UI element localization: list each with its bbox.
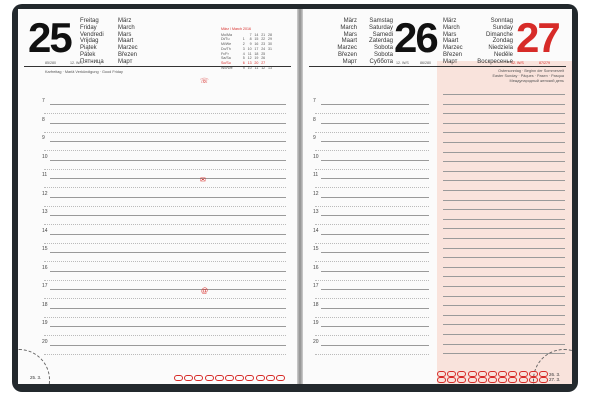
hour-label: 13 bbox=[42, 209, 48, 215]
week-number-26: 12. W/S bbox=[396, 61, 409, 65]
hour-line[interactable] bbox=[50, 215, 286, 216]
calendar-day: 26 bbox=[261, 56, 266, 61]
hour-label: 11 bbox=[42, 172, 48, 178]
day-name: Zondag bbox=[492, 38, 513, 45]
day-name: Пятница bbox=[80, 58, 104, 65]
checkbox-circle[interactable] bbox=[478, 377, 487, 383]
checkbox-circle[interactable] bbox=[529, 377, 538, 383]
half-hour-line[interactable] bbox=[44, 335, 286, 336]
checkbox-circle[interactable] bbox=[194, 375, 203, 381]
sunday-line[interactable] bbox=[443, 190, 565, 191]
page-footer-dates bbox=[549, 372, 560, 382]
hour-label: 20 bbox=[42, 338, 48, 345]
calendar-day: 17 bbox=[254, 46, 259, 51]
checkbox-circle[interactable] bbox=[205, 375, 214, 381]
hour-label: 19 bbox=[42, 320, 48, 326]
hour-label: 10 bbox=[42, 153, 48, 160]
month-name: Март bbox=[342, 58, 357, 65]
calendar-weekday: Do/Th bbox=[221, 46, 231, 51]
hour-label: 10 bbox=[313, 153, 319, 160]
calendar-day: 28 bbox=[267, 32, 272, 37]
sunday-line[interactable] bbox=[443, 286, 565, 287]
calendar-day: 29 bbox=[267, 37, 272, 42]
day-name: Dimanche bbox=[485, 31, 513, 38]
hour-label: 11 bbox=[313, 172, 319, 178]
hour-line[interactable] bbox=[50, 289, 286, 290]
header-divider bbox=[309, 66, 566, 67]
calendar-day: 10 bbox=[247, 46, 252, 51]
mini-calendar-title: März / March 2016 bbox=[221, 27, 251, 31]
calendar-day: 13 bbox=[247, 60, 252, 65]
hour-label: 15 bbox=[42, 246, 48, 252]
calendar-day: 11 bbox=[247, 51, 252, 56]
calendar-day: 14 bbox=[254, 32, 259, 37]
day-name: Samstag bbox=[369, 18, 393, 24]
hour-label: 9 bbox=[313, 135, 316, 141]
month-name: Březen bbox=[337, 51, 357, 58]
calendar-day: 10 bbox=[247, 65, 252, 70]
half-hour-line[interactable] bbox=[315, 169, 429, 170]
month-name: März bbox=[443, 18, 457, 24]
sunday-line[interactable] bbox=[443, 152, 565, 153]
hour-label: 9 bbox=[42, 135, 45, 141]
calendar-day: 19 bbox=[254, 56, 259, 61]
half-hour-line[interactable] bbox=[44, 169, 286, 170]
checkbox-circle[interactable] bbox=[276, 375, 285, 381]
hour-line[interactable] bbox=[50, 160, 286, 161]
hour-line[interactable] bbox=[50, 104, 286, 105]
half-hour-line[interactable] bbox=[44, 243, 286, 244]
checkbox-circle[interactable] bbox=[519, 377, 528, 383]
month-name: Mars bbox=[118, 31, 132, 38]
hour-label: 15 bbox=[313, 246, 319, 252]
month-name: Březen bbox=[443, 51, 463, 58]
mail-icon: ✉ bbox=[200, 177, 206, 184]
sunday-line[interactable] bbox=[443, 344, 565, 345]
calendar-day: 4 bbox=[242, 51, 245, 56]
calendar-day: 9 bbox=[249, 42, 252, 47]
hour-label: 18 bbox=[313, 301, 319, 308]
sunday-line[interactable] bbox=[443, 276, 565, 277]
right-page bbox=[303, 9, 572, 384]
day-name: Sobota bbox=[373, 51, 393, 58]
calendar-day: 9 bbox=[242, 65, 245, 70]
hour-line[interactable] bbox=[50, 123, 286, 124]
calendar-day: 16 bbox=[254, 42, 259, 47]
sunday-line[interactable] bbox=[443, 267, 565, 268]
calendar-weekday: So/Su bbox=[221, 60, 231, 65]
day-of-year: 85/280 bbox=[45, 61, 56, 65]
hour-line[interactable] bbox=[321, 345, 429, 346]
half-hour-line[interactable] bbox=[44, 224, 286, 225]
checkbox-circle[interactable] bbox=[215, 375, 224, 381]
at-icon: @ bbox=[201, 288, 209, 295]
half-hour-line[interactable] bbox=[44, 206, 286, 207]
calendar-day: 18 bbox=[254, 51, 259, 56]
hour-label: 19 bbox=[313, 320, 319, 326]
hour-label: 14 bbox=[42, 227, 48, 234]
checkbox-circle[interactable] bbox=[498, 377, 507, 383]
hour-line[interactable] bbox=[50, 197, 286, 198]
hour-label: 12 bbox=[42, 190, 48, 197]
calendar-day: 1 bbox=[242, 37, 245, 42]
sunday-line[interactable] bbox=[443, 94, 565, 95]
holiday-note: Ostersonntag · Beginn der Sommerzeit bbox=[498, 69, 564, 73]
sunday-line[interactable] bbox=[443, 171, 565, 172]
hour-label: 8 bbox=[42, 116, 45, 123]
day-name: Zaterdag bbox=[368, 38, 393, 45]
sunday-line[interactable] bbox=[443, 324, 565, 325]
day-of-year-27: 87/279 bbox=[539, 61, 550, 65]
checkbox-circle[interactable] bbox=[256, 375, 265, 381]
half-hour-line[interactable] bbox=[315, 335, 429, 336]
calendar-weekday: Wo/We bbox=[221, 65, 233, 70]
calendar-day: 31 bbox=[267, 46, 272, 51]
header-divider bbox=[24, 66, 291, 67]
half-hour-line[interactable] bbox=[315, 132, 429, 133]
sunday-line[interactable] bbox=[443, 315, 565, 316]
day-of-year-26: 86/280 bbox=[420, 61, 431, 65]
month-name: März bbox=[343, 18, 357, 24]
checkbox-circle[interactable] bbox=[266, 375, 275, 381]
sunday-line[interactable] bbox=[443, 142, 565, 143]
calendar-day: 7 bbox=[249, 32, 252, 37]
half-hour-line[interactable] bbox=[44, 298, 286, 299]
hour-line[interactable] bbox=[50, 178, 286, 179]
hour-label: 16 bbox=[42, 264, 48, 271]
checkbox-circle[interactable] bbox=[488, 377, 497, 383]
sunday-line[interactable] bbox=[443, 104, 565, 105]
hour-label: 18 bbox=[42, 301, 48, 308]
checkbox-circle[interactable] bbox=[457, 377, 466, 383]
calendar-weekday: Sa/Sa bbox=[221, 56, 231, 61]
checkbox-circle[interactable] bbox=[539, 377, 548, 383]
half-hour-line[interactable] bbox=[315, 187, 429, 188]
half-hour-line[interactable] bbox=[44, 261, 286, 262]
month-name: Březen bbox=[118, 51, 138, 58]
half-hour-line[interactable] bbox=[315, 150, 429, 151]
half-hour-line[interactable] bbox=[315, 354, 429, 355]
month-name: Март bbox=[118, 58, 133, 65]
day-name: Piątek bbox=[80, 45, 97, 52]
week-number: 12. W/S bbox=[70, 61, 83, 65]
calendar-day: 22 bbox=[261, 37, 266, 42]
half-hour-line[interactable] bbox=[44, 187, 286, 188]
half-hour-line[interactable] bbox=[44, 317, 286, 318]
week-number-27: 12. W/S bbox=[511, 61, 524, 65]
phone-icon: ☏ bbox=[200, 78, 209, 85]
sunday-line[interactable] bbox=[443, 228, 565, 229]
half-hour-line[interactable] bbox=[44, 132, 286, 133]
month-name: March bbox=[118, 24, 135, 31]
hour-line[interactable] bbox=[321, 252, 429, 253]
calendar-day: 24 bbox=[261, 46, 266, 51]
day-name: Freitag bbox=[80, 18, 99, 24]
calendar-day: 3 bbox=[242, 46, 245, 51]
sunday-line[interactable] bbox=[443, 219, 565, 220]
hour-line[interactable] bbox=[50, 308, 286, 309]
half-hour-line[interactable] bbox=[44, 280, 286, 281]
hour-line[interactable] bbox=[321, 197, 429, 198]
half-hour-line[interactable] bbox=[315, 224, 429, 225]
left-page bbox=[18, 9, 297, 384]
sunday-line[interactable] bbox=[443, 305, 565, 306]
holiday-notes bbox=[492, 69, 564, 84]
month-name: März bbox=[118, 18, 132, 24]
half-hour-line[interactable] bbox=[44, 354, 286, 355]
calendar-weekday: Di/Tu bbox=[221, 37, 230, 42]
month-names bbox=[118, 18, 138, 66]
checkbox-circle[interactable] bbox=[468, 377, 477, 383]
day-name: Saturday bbox=[368, 24, 393, 31]
hour-label: 16 bbox=[313, 264, 319, 271]
holiday-note: Международный женский день bbox=[509, 79, 564, 83]
sunday-line[interactable] bbox=[443, 238, 565, 239]
day-name: Niedziela bbox=[488, 45, 513, 52]
holiday-note: Easter Sunday · Pâques · Pasen · Pasqua bbox=[492, 74, 564, 78]
hour-line[interactable] bbox=[50, 271, 286, 272]
sunday-line[interactable] bbox=[443, 200, 565, 201]
day-number-26: 26 bbox=[394, 14, 437, 61]
hour-line[interactable] bbox=[321, 104, 429, 105]
hour-line[interactable] bbox=[321, 178, 429, 179]
calendar-day: 2 bbox=[242, 42, 245, 47]
month-names-26 bbox=[325, 18, 357, 66]
half-hour-line[interactable] bbox=[315, 280, 429, 281]
hour-line[interactable] bbox=[321, 234, 429, 235]
page-footer-date: 25. 3. bbox=[30, 375, 42, 380]
checkbox-circle[interactable] bbox=[245, 375, 254, 381]
half-hour-line[interactable] bbox=[315, 113, 429, 114]
checkbox-circle[interactable] bbox=[235, 375, 244, 381]
day-name: Friday bbox=[80, 24, 97, 31]
holiday-note: Karfreitag · Mariä Verkündigung · Good Friday bbox=[45, 70, 123, 74]
month-name: Maart bbox=[341, 38, 357, 45]
calendar-day: 8 bbox=[249, 37, 252, 42]
month-name: Maart bbox=[443, 38, 459, 45]
sunday-line[interactable] bbox=[443, 113, 565, 114]
day-number-27: 27 bbox=[516, 14, 559, 61]
day-name: Vendredi bbox=[80, 31, 104, 38]
checkbox-row bbox=[174, 375, 285, 381]
day-name: Суббота bbox=[369, 58, 393, 65]
hour-label: 12 bbox=[313, 190, 319, 197]
hour-line[interactable] bbox=[50, 234, 286, 235]
sunday-line[interactable] bbox=[443, 161, 565, 162]
day-name: Samedi bbox=[372, 31, 393, 38]
calendar-weekday: Mi/We bbox=[221, 42, 232, 47]
month-name: Mars bbox=[443, 31, 457, 38]
hour-line[interactable] bbox=[321, 160, 429, 161]
hour-label: 20 bbox=[313, 338, 319, 345]
day-names-27 bbox=[477, 18, 513, 66]
checkbox-circle[interactable] bbox=[174, 375, 183, 381]
month-name: Marzec bbox=[118, 45, 138, 52]
sunday-line[interactable] bbox=[443, 132, 565, 133]
calendar-weekday: Mo/Ma bbox=[221, 32, 232, 37]
month-name: March bbox=[340, 24, 357, 31]
calendar-day: 13 bbox=[267, 65, 272, 70]
footer-date: 26. 3. bbox=[549, 372, 561, 377]
hour-line[interactable] bbox=[50, 326, 286, 327]
day-name: Воскресенье bbox=[477, 58, 513, 65]
checkbox-circle[interactable] bbox=[225, 375, 234, 381]
day-name: Neděle bbox=[493, 51, 513, 58]
day-name: Sunday bbox=[492, 24, 513, 31]
sunday-line[interactable] bbox=[443, 296, 565, 297]
calendar-day: 12 bbox=[261, 65, 266, 70]
month-name: Maart bbox=[118, 38, 134, 45]
sunday-line[interactable] bbox=[443, 334, 565, 335]
calendar-day: 12 bbox=[247, 56, 252, 61]
sunday-line[interactable] bbox=[443, 209, 565, 210]
hour-line[interactable] bbox=[50, 141, 286, 142]
checkbox-circle[interactable] bbox=[184, 375, 193, 381]
month-name: Marzec bbox=[337, 45, 357, 52]
sunday-line[interactable] bbox=[443, 257, 565, 258]
calendar-day: 5 bbox=[242, 56, 245, 61]
hour-line[interactable] bbox=[50, 252, 286, 253]
calendar-day: 25 bbox=[261, 51, 266, 56]
month-name: March bbox=[443, 24, 460, 31]
hour-line[interactable] bbox=[321, 271, 429, 272]
sunday-line[interactable] bbox=[443, 123, 565, 124]
checkbox-row bbox=[437, 377, 548, 383]
checkbox-circle[interactable] bbox=[447, 377, 456, 383]
day-names-26 bbox=[359, 18, 393, 66]
calendar-day: 11 bbox=[254, 65, 259, 70]
day-name: Pátek bbox=[80, 51, 96, 58]
calendar-day: 6 bbox=[242, 60, 245, 65]
sunday-line[interactable] bbox=[443, 180, 565, 181]
half-hour-line[interactable] bbox=[315, 243, 429, 244]
hour-line[interactable] bbox=[321, 215, 429, 216]
hour-line[interactable] bbox=[321, 326, 429, 327]
mini-calendar bbox=[221, 27, 272, 70]
calendar-day: 27 bbox=[261, 60, 266, 65]
month-name: Mars bbox=[343, 31, 357, 38]
hour-line[interactable] bbox=[321, 123, 429, 124]
hour-label: 14 bbox=[313, 227, 319, 234]
month-name: Marzec bbox=[443, 45, 463, 52]
half-hour-line[interactable] bbox=[315, 317, 429, 318]
calendar-day: 30 bbox=[267, 42, 272, 47]
calendar-weekday: Fr/Fr bbox=[221, 51, 229, 56]
hour-line[interactable] bbox=[321, 308, 429, 309]
checkbox-circle[interactable] bbox=[508, 377, 517, 383]
half-hour-line[interactable] bbox=[44, 150, 286, 151]
calendar-day: 21 bbox=[261, 32, 266, 37]
hour-line[interactable] bbox=[50, 345, 286, 346]
day-names bbox=[80, 18, 104, 66]
checkbox-circle[interactable] bbox=[437, 377, 446, 383]
day-name: Sobota bbox=[373, 45, 393, 52]
month-name: Март bbox=[443, 58, 458, 65]
half-hour-line[interactable] bbox=[44, 113, 286, 114]
hour-label: 17 bbox=[42, 283, 48, 289]
hour-label: 7 bbox=[42, 98, 45, 104]
hour-line[interactable] bbox=[321, 141, 429, 142]
hour-label: 8 bbox=[313, 116, 316, 123]
day-number: 25 bbox=[28, 14, 71, 61]
hour-line[interactable] bbox=[321, 289, 429, 290]
hour-label: 17 bbox=[313, 283, 319, 289]
half-hour-line[interactable] bbox=[315, 298, 429, 299]
day-name: Vrijdag bbox=[80, 38, 99, 45]
sunday-highlight bbox=[437, 58, 572, 384]
calendar-day: 15 bbox=[254, 37, 259, 42]
hour-label: 7 bbox=[313, 98, 316, 104]
half-hour-line[interactable] bbox=[315, 261, 429, 262]
footer-date: 27. 3. bbox=[549, 377, 561, 382]
hour-label: 13 bbox=[313, 209, 319, 215]
calendar-day: 23 bbox=[261, 42, 266, 47]
month-names-27 bbox=[443, 18, 463, 66]
sunday-line[interactable] bbox=[443, 248, 565, 249]
calendar-day: 20 bbox=[254, 60, 259, 65]
day-name: Sonntag bbox=[490, 18, 513, 24]
half-hour-line[interactable] bbox=[315, 206, 429, 207]
